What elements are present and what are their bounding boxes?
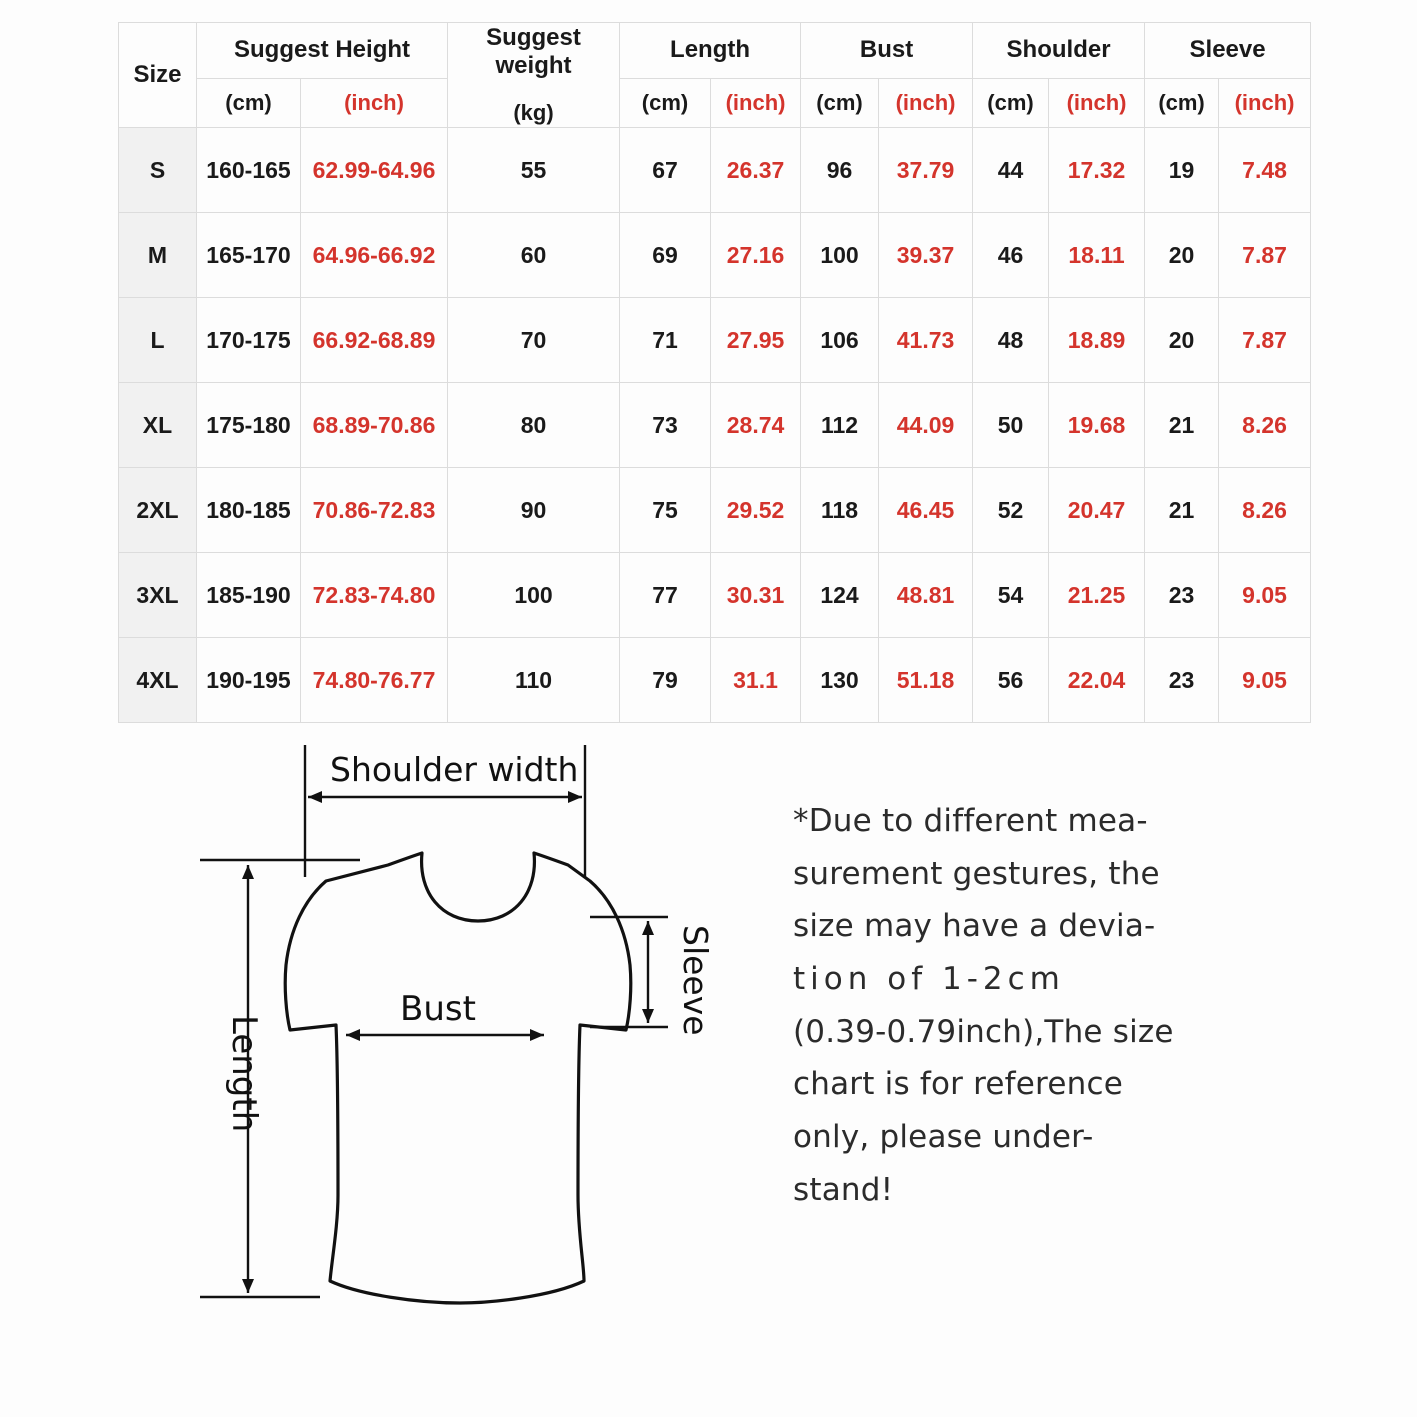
table-row	[119, 638, 1311, 723]
cell-shoulder-in: 20.47	[1049, 468, 1145, 553]
tshirt-measurement-diagram	[160, 725, 740, 1325]
cell-sleeve-in: 9.05	[1219, 553, 1311, 638]
cell-weight-kg: 90	[448, 468, 620, 553]
cell-size: M	[119, 213, 197, 298]
cell-weight-kg: 100	[448, 553, 620, 638]
table-row	[119, 213, 1311, 298]
cell-bust-cm: 124	[801, 553, 879, 638]
cell-size: 4XL	[119, 638, 197, 723]
cell-length-cm: 73	[620, 383, 711, 468]
note-line-1: *Due to different mea-	[793, 803, 1148, 839]
cell-height-cm: 160-165	[197, 128, 301, 213]
cell-length-in: 27.16	[711, 213, 801, 298]
table-header-group-row	[119, 23, 1311, 79]
cell-weight-kg: 70	[448, 298, 620, 383]
cell-sleeve-cm: 21	[1145, 383, 1219, 468]
cell-bust-in: 44.09	[879, 383, 973, 468]
header-shoulder: Shoulder	[973, 23, 1145, 79]
header-length: Length	[620, 23, 801, 79]
header-size: Size	[119, 23, 197, 128]
shoulder-width-label: Shoulder width	[330, 750, 579, 789]
cell-sleeve-cm: 20	[1145, 298, 1219, 383]
unit-shoulder-cm: (cm)	[973, 78, 1049, 127]
cell-bust-cm: 112	[801, 383, 879, 468]
header-sleeve: Sleeve	[1145, 23, 1311, 79]
cell-size: S	[119, 128, 197, 213]
cell-bust-in: 37.79	[879, 128, 973, 213]
table-row	[119, 298, 1311, 383]
unit-sleeve-cm: (cm)	[1145, 78, 1219, 127]
cell-shoulder-in: 18.89	[1049, 298, 1145, 383]
bust-dimension	[346, 1029, 544, 1041]
cell-bust-cm: 106	[801, 298, 879, 383]
cell-sleeve-in: 8.26	[1219, 468, 1311, 553]
cell-length-cm: 75	[620, 468, 711, 553]
header-suggest-weight-group	[448, 23, 620, 128]
unit-shoulder-inch: (inch)	[1049, 78, 1145, 127]
header-suggest-weight-unit: (kg)	[513, 100, 554, 125]
cell-shoulder-cm: 52	[973, 468, 1049, 553]
cell-shoulder-in: 22.04	[1049, 638, 1145, 723]
cell-bust-in: 41.73	[879, 298, 973, 383]
header-suggest-height: Suggest Height	[197, 23, 448, 79]
unit-length-inch: (inch)	[711, 78, 801, 127]
cell-length-in: 29.52	[711, 468, 801, 553]
cell-size: XL	[119, 383, 197, 468]
cell-shoulder-in: 21.25	[1049, 553, 1145, 638]
cell-sleeve-cm: 23	[1145, 638, 1219, 723]
cell-length-cm: 77	[620, 553, 711, 638]
cell-height-cm: 175-180	[197, 383, 301, 468]
size-table-body	[119, 128, 1311, 723]
cell-bust-cm: 130	[801, 638, 879, 723]
cell-bust-in: 46.45	[879, 468, 973, 553]
cell-height-in: 62.99-64.96	[301, 128, 448, 213]
cell-height-cm: 180-185	[197, 468, 301, 553]
cell-height-in: 74.80-76.77	[301, 638, 448, 723]
cell-sleeve-cm: 19	[1145, 128, 1219, 213]
cell-shoulder-in: 18.11	[1049, 213, 1145, 298]
cell-size: 3XL	[119, 553, 197, 638]
cell-height-in: 70.86-72.83	[301, 468, 448, 553]
cell-shoulder-cm: 54	[973, 553, 1049, 638]
note-line-3: size may have a devia-	[793, 908, 1156, 945]
cell-length-cm: 79	[620, 638, 711, 723]
cell-shoulder-in: 17.32	[1049, 128, 1145, 213]
length-label: Length	[224, 1015, 264, 1133]
note-line-5: (0.39-0.79inch),The size	[793, 1013, 1174, 1050]
cell-sleeve-cm: 20	[1145, 213, 1219, 298]
unit-bust-inch: (inch)	[879, 78, 973, 127]
cell-height-in: 64.96-66.92	[301, 213, 448, 298]
deviation-note	[793, 795, 1233, 1217]
cell-sleeve-cm: 21	[1145, 468, 1219, 553]
table-row	[119, 128, 1311, 213]
unit-bust-cm: (cm)	[801, 78, 879, 127]
cell-height-cm: 170-175	[197, 298, 301, 383]
note-line-2: surement gestures, the	[793, 855, 1160, 892]
cell-bust-cm: 96	[801, 128, 879, 213]
cell-length-in: 30.31	[711, 553, 801, 638]
cell-sleeve-in: 9.05	[1219, 638, 1311, 723]
cell-sleeve-cm: 23	[1145, 553, 1219, 638]
cell-size: 2XL	[119, 468, 197, 553]
unit-height-cm: (cm)	[197, 78, 301, 127]
unit-sleeve-inch: (inch)	[1219, 78, 1311, 127]
cell-size: L	[119, 298, 197, 383]
unit-height-inch: (inch)	[301, 78, 448, 127]
table-row	[119, 468, 1311, 553]
cell-sleeve-in: 7.48	[1219, 128, 1311, 213]
cell-height-in: 68.89-70.86	[301, 383, 448, 468]
cell-shoulder-cm: 50	[973, 383, 1049, 468]
cell-shoulder-cm: 56	[973, 638, 1049, 723]
cell-height-cm: 165-170	[197, 213, 301, 298]
cell-length-in: 28.74	[711, 383, 801, 468]
cell-shoulder-in: 19.68	[1049, 383, 1145, 468]
cell-height-cm: 185-190	[197, 553, 301, 638]
table-row	[119, 383, 1311, 468]
cell-length-cm: 67	[620, 128, 711, 213]
size-table	[118, 22, 1311, 723]
unit-length-cm: (cm)	[620, 78, 711, 127]
note-line-6: chart is for reference	[793, 1066, 1123, 1103]
cell-shoulder-cm: 46	[973, 213, 1049, 298]
cell-sleeve-in: 8.26	[1219, 383, 1311, 468]
cell-height-cm: 190-195	[197, 638, 301, 723]
note-line-4: tion of 1-2cm	[793, 961, 1065, 998]
table-header-units-row	[119, 78, 1311, 127]
cell-length-in: 26.37	[711, 128, 801, 213]
cell-bust-in: 48.81	[879, 553, 973, 638]
header-suggest-weight-label: Suggest weight	[486, 24, 581, 79]
sleeve-label: Sleeve	[676, 925, 715, 1036]
cell-length-in: 27.95	[711, 298, 801, 383]
header-bust: Bust	[801, 23, 973, 79]
cell-weight-kg: 55	[448, 128, 620, 213]
table-row	[119, 553, 1311, 638]
cell-bust-cm: 118	[801, 468, 879, 553]
cell-shoulder-cm: 48	[973, 298, 1049, 383]
cell-weight-kg: 110	[448, 638, 620, 723]
cell-weight-kg: 80	[448, 383, 620, 468]
cell-height-in: 66.92-68.89	[301, 298, 448, 383]
cell-sleeve-in: 7.87	[1219, 213, 1311, 298]
cell-height-in: 72.83-74.80	[301, 553, 448, 638]
cell-length-cm: 69	[620, 213, 711, 298]
tshirt-outline	[285, 853, 631, 1303]
size-table-container	[118, 22, 1295, 723]
cell-bust-in: 51.18	[879, 638, 973, 723]
cell-length-in: 31.1	[711, 638, 801, 723]
cell-weight-kg: 60	[448, 213, 620, 298]
note-line-8: stand!	[793, 1171, 894, 1208]
cell-bust-cm: 100	[801, 213, 879, 298]
cell-sleeve-in: 7.87	[1219, 298, 1311, 383]
cell-length-cm: 71	[620, 298, 711, 383]
cell-shoulder-cm: 44	[973, 128, 1049, 213]
note-line-7: only, please under-	[793, 1119, 1094, 1156]
bust-label: Bust	[400, 989, 476, 1029]
cell-bust-in: 39.37	[879, 213, 973, 298]
